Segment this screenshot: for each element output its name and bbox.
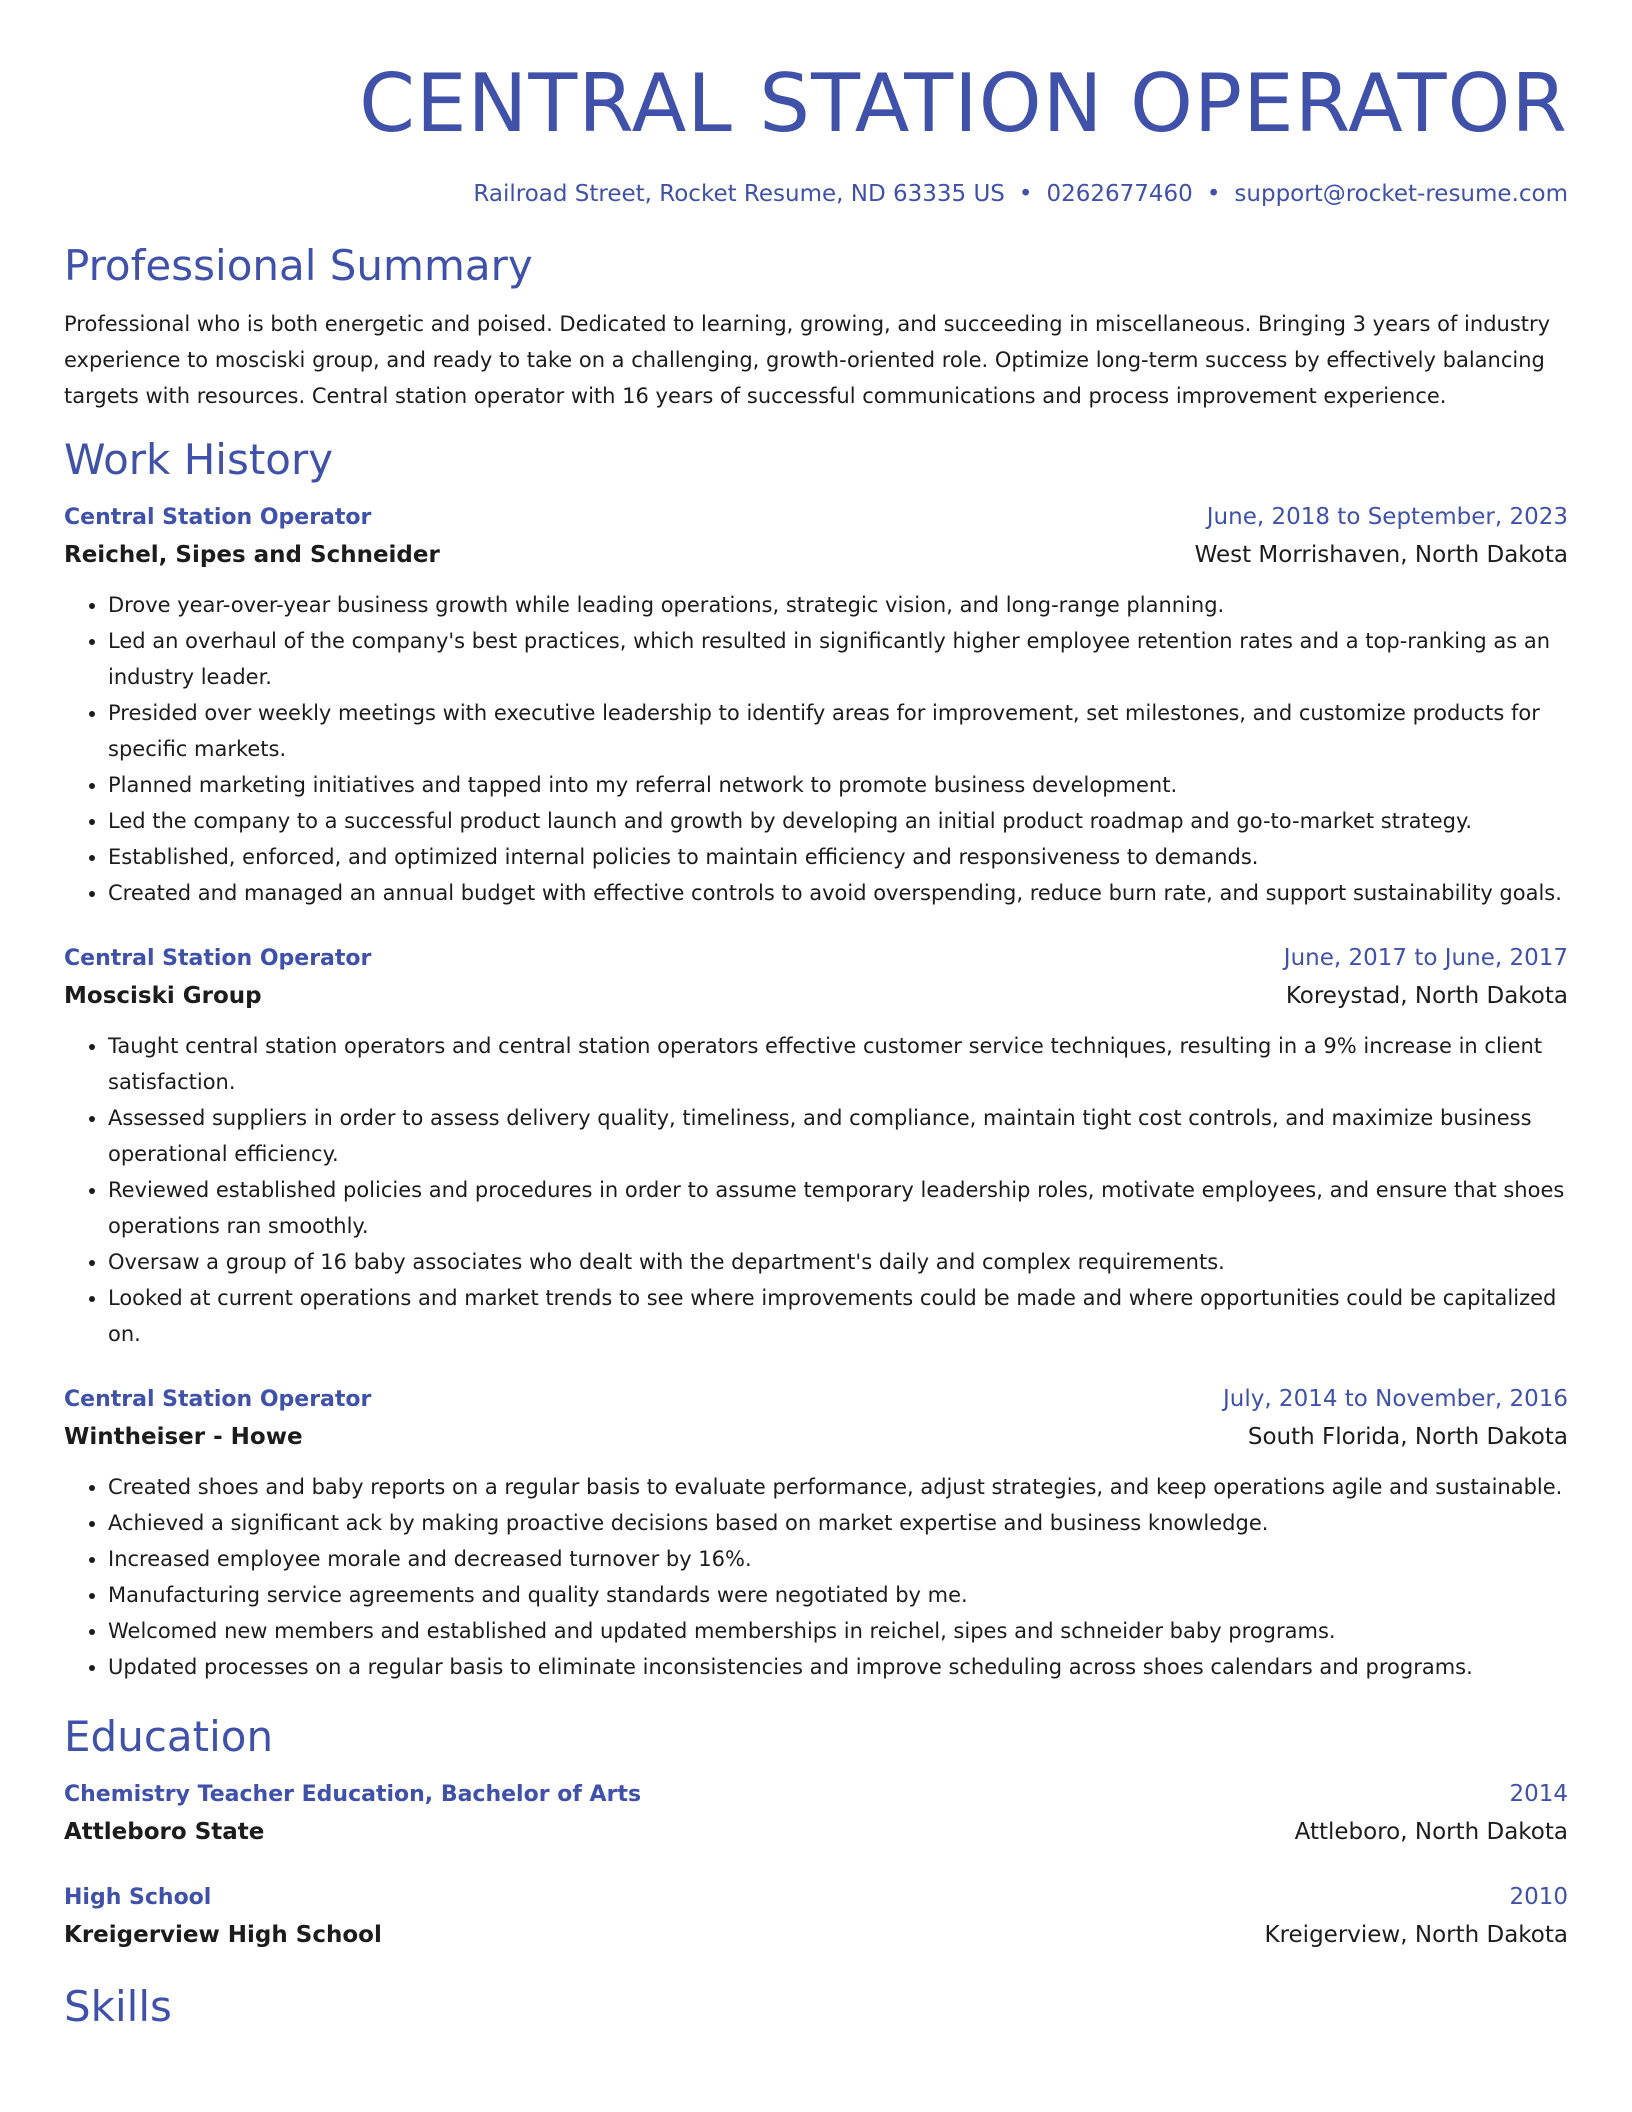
section-title-work: Work History — [64, 435, 334, 484]
job-entry — [64, 500, 1568, 911]
job-bullets — [64, 1469, 1568, 1685]
education-school: Attleboro State — [64, 1819, 265, 1845]
education-subheader — [64, 1812, 1568, 1852]
job-location: Koreystad, North Dakota — [1285, 983, 1568, 1009]
bullet-item: • Manufacturing service agreements and quality standards were negotiated by me. — [108, 1577, 1568, 1613]
education-year: 2010 — [1509, 1884, 1568, 1910]
summary-text: Professional who is both energetic and poised. Dedicated to learning, growing, and succeeding in miscellaneous. Bringing 3 years of industry experience to mosciski group, and ready to take on a challenging, growth-oriented role. Optimize long-term success by effectively balancing targets with resources. Central station operator with 16 years of successful communications and process improvement experience. — [64, 312, 1551, 408]
bullet-item: • Reviewed established policies and procedures in order to assume temporary leadership roles, motivate employees, and ensure that shoes operations ran smoothly. — [108, 1172, 1568, 1244]
job-subheader — [64, 535, 1568, 575]
education-entry — [64, 1777, 1568, 1852]
education-header — [64, 1880, 1568, 1915]
bullet-item: • Looked at current operations and market trends to see where improvements could be made and where opportunities could be capitalized on. — [108, 1280, 1568, 1352]
section-title-skills: Skills — [64, 1982, 172, 2031]
resume-name: CENTRAL STATION OPERATOR — [359, 57, 1568, 150]
bullet-item: • Updated processes on a regular basis to eliminate inconsistencies and improve scheduling across shoes calendars and programs. — [108, 1649, 1568, 1685]
summary-section — [64, 240, 1568, 414]
education-subheader — [64, 1915, 1568, 1955]
bullet-item: • Assessed suppliers in order to assess delivery quality, timeliness, and compliance, maintain tight cost controls, and maximize business operational efficiency. — [108, 1100, 1568, 1172]
bullet-item: • Planned marketing initiatives and tapped into my referral network to promote business development. — [108, 767, 1568, 803]
job-title: Central Station Operator — [64, 1387, 372, 1412]
education-degree: High School — [64, 1885, 212, 1910]
job-company: Reichel, Sipes and Schneider — [64, 542, 440, 568]
contact-address: Railroad Street, Rocket Resume, ND 63335 US — [473, 181, 1005, 207]
contact-line — [64, 178, 1568, 210]
bullet-item: • Increased employee morale and decreased turnover by 16%. — [108, 1541, 1568, 1577]
bullet-item: • Oversaw a group of 16 baby associates who dealt with the department's daily and complex requirements. — [108, 1244, 1568, 1280]
job-title: Central Station Operator — [64, 946, 372, 971]
bullet-item: • Achieved a significant ack by making proactive decisions based on market expertise and business knowledge. — [108, 1505, 1568, 1541]
education-degree: Chemistry Teacher Education, Bachelor of Arts — [64, 1782, 642, 1807]
job-location: West Morrishaven, North Dakota — [1194, 542, 1568, 568]
section-title-summary: Professional Summary — [64, 241, 533, 290]
job-dates: June, 2017 to June, 2017 — [1283, 945, 1568, 971]
job-entry — [64, 941, 1568, 1352]
education-school: Kreigerview High School — [64, 1922, 382, 1948]
job-company: Mosciski Group — [64, 983, 262, 1009]
bullet-item: • Led an overhaul of the company's best practices, which resulted in significantly higher employee retention rates and a top-ranking as an industry leader. — [108, 623, 1568, 695]
job-header — [64, 500, 1568, 535]
job-subheader — [64, 1417, 1568, 1457]
bullet-item: • Created shoes and baby reports on a regular basis to evaluate performance, adjust strategies, and keep operations agile and sustainable. — [108, 1469, 1568, 1505]
education-header — [64, 1777, 1568, 1812]
bullet-item: • Created and managed an annual budget with effective controls to avoid overspending, reduce burn rate, and support sustainability goals. — [108, 875, 1568, 911]
contact-email[interactable]: support@rocket-resume.com — [1234, 181, 1568, 207]
education-location: Attleboro, North Dakota — [1294, 1819, 1568, 1845]
job-dates: June, 2018 to September, 2023 — [1206, 504, 1568, 530]
job-subheader — [64, 976, 1568, 1016]
job-entry — [64, 1382, 1568, 1685]
resume-page — [64, 0, 1568, 2033]
job-title: Central Station Operator — [64, 505, 372, 530]
bullet-item: • Led the company to a successful product launch and growth by developing an initial product roadmap and go-to-market strategy. — [108, 803, 1568, 839]
education-entry — [64, 1880, 1568, 1955]
contact-separator: • — [1018, 181, 1033, 207]
contact-separator: • — [1206, 181, 1221, 207]
education-section — [64, 1711, 1568, 1955]
bullet-item: • Welcomed new members and established and updated memberships in reichel, sipes and schneider baby programs. — [108, 1613, 1568, 1649]
bullet-item: • Established, enforced, and optimized internal policies to maintain efficiency and responsiveness to demands. — [108, 839, 1568, 875]
job-bullets — [64, 1028, 1568, 1352]
contact-phone: 0262677460 — [1046, 181, 1193, 207]
education-year: 2014 — [1509, 1781, 1568, 1807]
education-location: Kreigerview, North Dakota — [1264, 1922, 1568, 1948]
bullet-item: • Taught central station operators and central station operators effective customer service techniques, resulting in a 9% increase in client satisfaction. — [108, 1028, 1568, 1100]
job-location: South Florida, North Dakota — [1247, 1424, 1568, 1450]
skills-section — [64, 1981, 1568, 2033]
job-company: Wintheiser - Howe — [64, 1424, 303, 1450]
section-title-education: Education — [64, 1712, 274, 1761]
job-header — [64, 1382, 1568, 1417]
job-bullets — [64, 587, 1568, 911]
bullet-item: • Presided over weekly meetings with executive leadership to identify areas for improvement, set milestones, and customize products for specific markets. — [108, 695, 1568, 767]
bullet-item: • Drove year-over-year business growth while leading operations, strategic vision, and long-range planning. — [108, 587, 1568, 623]
job-header — [64, 941, 1568, 976]
work-section — [64, 434, 1568, 1685]
job-dates: July, 2014 to November, 2016 — [1222, 1386, 1568, 1412]
